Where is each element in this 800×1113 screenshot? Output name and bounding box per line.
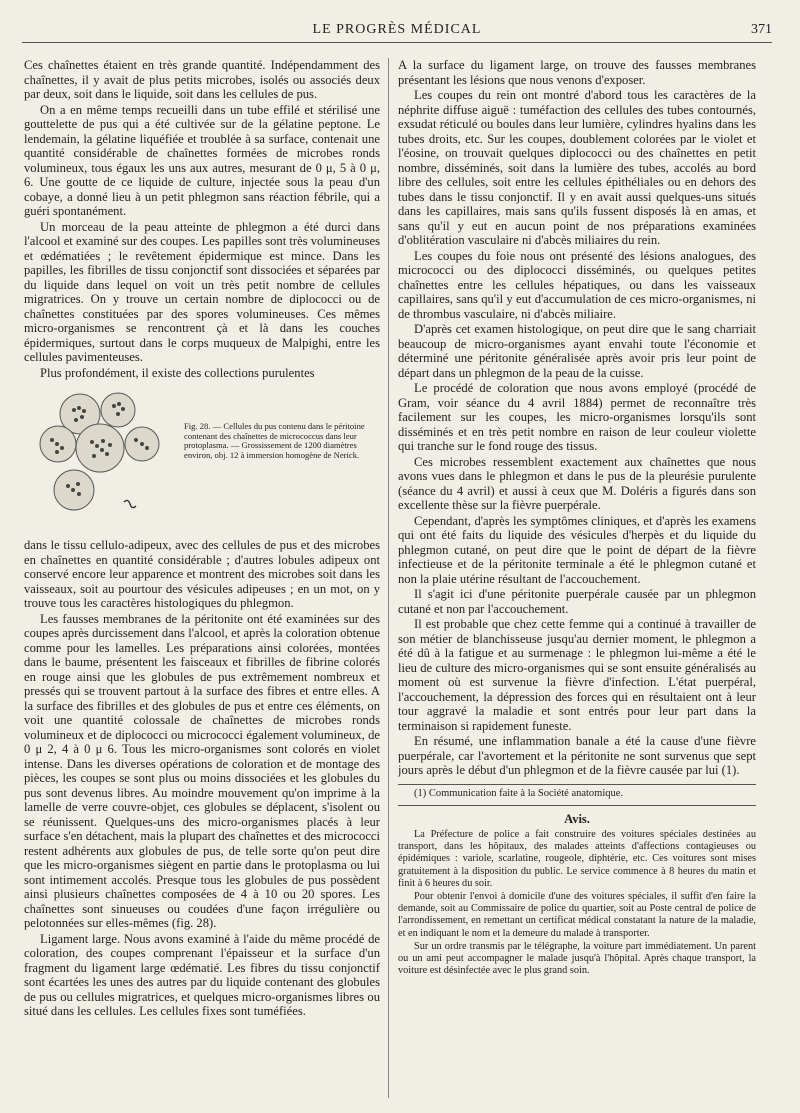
paragraph: Cependant, d'après les symptômes cliniques, et d'après les examens qui ont été faits du liquide des vésicules d'herpès et du liquide du phlegmon cutané, on peut dire que le point de départ de la fièvre infectieuse et de la péritonite terminale a été le phlegmon cutané et non la plaie utérine résultant de l'accouchement.: [398, 513, 756, 586]
paragraph: Les coupes du rein ont montré d'abord tous les caractères de la néphrite diffuse aiguë : tuméfaction des cellules des tubes contournés, exsudat réticulé ou boules dans leur lumière, cylindres hyalins dans les tubes droits, etc. Sur les coupes, doublement colorées par le violet et l'éosine, on trouvait quelques diplococci ou des chaînettes en petit nombre, disséminés, soit dans la lumière des tubes, accolés au bord libre des cellules, soit entre les cellules épithéliales ou en dehors des tubes dans le tissu conjonctif. Il y en avait aussi quelques-uns situés dans les capillaires, mais sans qu'ils fussent disposés là en amas, et sans qu'il y eut en aucun point de nos préparations examinées d'oblitération vasculaire ni d'abcès miliaires du rein.: [398, 88, 756, 247]
paragraph: Ces microbes ressemblent exactement aux chaînettes que nous avons vues dans le phlegmon et dans le pus de la pleurésie purulente (séance du 4 avril) et aussi à ceux que M. Doléris a figurés dans son excellente thèse sur la fièvre puerpérale.: [398, 454, 756, 512]
page-header: [22, 20, 772, 43]
paragraph: Les coupes du foie nous ont présenté des lésions analogues, des micrococci ou des diplococci disséminés, ou quelques petites chaînettes entre les cellules hépatiques, ou dans les vaisseaux capillaires, sans qu'il y eut d'accumulation de ces micro-organismes, ni de thrombus vasculaire, ni d'abcès miliaire.: [398, 248, 756, 321]
paragraph: Les fausses membranes de la péritonite ont été examinées sur des coupes après durcissement dans l'alcool, et après la coloration obtenue comme pour les lamelles. Les préparations ainsi colorées, montées dans le baume, présentent les faisceaux et fibrilles de fibrine colorés en rouge ainsi que les globules de pus extrêmement nombreux et pressés qui se trouvent partout à la surface des fibres et entre elles. A la surface des fibrilles et des globules de pus et entre ces éléments, on voit une quantité colossale de chaînettes de microbes ronds volumineux et de diplococci ou micrococci également volumineux, de 0 μ 2, 4 à 0 μ 6. Tous les micro-organismes sont colorés en violet intense. Dans les diverses opérations de coloration et de montage des pièces, les coupes se sont plus ou moins dissociées et les globules du pus sont devenus libres. Au moindre mouvement qu'on imprime à la lamelle de verre couvre-objet, ces globules se déplacent, s'isolent ou se réunissent. Quelques-uns des micro-organismes placés à leur surface s'en détachent, mais la plupart des chaînettes et des micrococci restent adhérents aux globules de pus, de telle sorte qu'on peut dire que les micro-organismes siègent en partie dans le protoplasma ou lui sont intimement accolés. Presque tous les globules de pus possèdent ainsi plusieurs chaînettes composées de 4 à 10 ou 20 spores. Les chaînettes sont sinueuses ou coudées d'une façon irrégulière ou pelotonnées sur elles-mêmes (fig. 28).: [24, 611, 380, 930]
notice-paragraph: La Préfecture de police a fait construire des voitures spéciales destinées au transport, dans les hôpitaux, des malades atteints d'affections contagieuses ou épidémiques : variole, scarlatine, rougeole, diphtérie, etc. Ces voitures sont mises gratuitement à la disposition du public. Le service commence à 8 heures du matin et finit à 6 heures du soir.: [398, 829, 756, 889]
right-column: [398, 58, 756, 1098]
paragraph: Ces chaînettes étaient en très grande quantité. Indépendamment des chaînettes, il y avait de plus petits microbes, isolés ou associés deux par deux, soit dans le liquide, soit dans les cellules de pus.: [24, 58, 380, 101]
notice-paragraph: Sur un ordre transmis par le télégraphe, la voiture part immédiatement. Un parent ou un ami peut accompagner le malade jusqu'à l'hôpital. Après chaque transport, la voiture est désinfectée avec le plus grand soin.: [398, 940, 756, 977]
left-column: [24, 58, 380, 1098]
paragraph: dans le tissu cellulo-adipeux, avec des cellules de pus et des microbes en chaînettes en quantité considérable ; d'autres lobules adipeux ont conservé encore leur apparence et montrent des microbes soit dans les vaisseaux, soit au pourtour des vésicules adipeuses ; en un mot, on y trouve tous les caractères histologiques du phlegmon.: [24, 538, 380, 610]
page-number: 371: [751, 22, 772, 37]
notice-title: Avis.: [564, 811, 590, 826]
paragraph: Ligament large. Nous avons examiné à l'aide du même procédé de coloration, des coupes comprenant l'épaisseur et la surface d'un fragment du ligament large œdématié. Les fibres du tissu conjonctif sont écartées les unes des autres par du liquide contenant des globules de pus ou cellules migratrices, et quelques micro-organismes libres ou situé dans les cellules. Les cellules fixes sont tuméfiées.: [24, 931, 380, 1018]
figure-caption: Fig. 28. — Cellules du pus contenu dans le péritoine contenant des chaînettes de micrococcus dans leur protoplasma. — Grossissement de 1200 diamètres environ, obj. 12 à immersion homogène de Nerick.: [184, 421, 365, 460]
paragraph: Il est probable que chez cette femme qui a continué à travailler de son métier de blanchisseuse jusqu'au dernier moment, le phlegmon a été dû à la fatigue et au surmenage : le phlegmon lui-même a été le lieu de culture des micro-organismes qui se sont ensuite généralisés au moment où est survenue la fièvre d'infection. L'état puerpéral, l'accouchement, la dépression des forces qui en résultaient ont à leur tour aggravé la maladie et sont entrés pour leur part dans la terminaison si rapidement funeste.: [398, 617, 756, 733]
notice-section: [398, 812, 756, 978]
notice-rule: [398, 805, 756, 806]
paragraph: Un morceau de la peau atteinte de phlegmon a été durci dans l'alcool et examiné sur des coupes. Les papilles sont très volumineuses et œdématiées ; le revêtement épidermique est mince. Dans les papilles, les fibrilles de tissu conjonctif sont dissociées et séparées par du liquide dans lequel on voit un très petit nombre de cellules migratrices. On y trouve un certain nombre de diplococci ou de chaînettes constituées par des spores volumineuses. Ces mêmes micro-organismes se rencontrent çà et là dans les couches épidermiques, surtout dans le corps muqueux de Malpighi, entre les cellules pavimenteuses.: [24, 219, 380, 364]
notice-paragraph: Pour obtenir l'envoi à domicile d'une des voitures spéciales, il suffit d'en faire la demande, soit au Commissaire de police du quartier, soit au Poste central de police de l'arrondissement, en remettant un certificat médical constatant la nature de la maladie, et en indiquant le nom et la demeure du malade à transporter.: [398, 891, 756, 939]
paragraph: En résumé, une inflammation banale a été la cause d'une fièvre puerpérale, car l'avortement et la péritonite ne sont survenus que sept jours après le début d'un phlegmon et de la fièvre causée par lui (1).: [398, 734, 756, 777]
paragraph: Le procédé de coloration que nous avons employé (procédé de Gram, voir séance du 4 avril 1884) permet de reconnaître très facilement sur les coupes, les micro-organismes lorsqu'ils sont disséminés et en très petit nombre en raison de leur couleur violette qui tranche sur le fond rouge des tissus.: [398, 381, 756, 453]
column-divider: [388, 58, 389, 1098]
footnote: (1) Communication faite à la Société anatomique.: [414, 787, 624, 799]
footnote-rule: [398, 784, 756, 785]
running-head: LE PROGRÈS MÉDICAL: [312, 22, 482, 37]
paragraph: A la surface du ligament large, on trouve des fausses membranes présentant les lésions que nous venons d'exposer.: [398, 58, 756, 87]
paragraph: D'après cet examen histologique, on peut dire que le sang charriait beaucoup de micro-organismes ayant envahi toute l'économie et déterminé une péritonite généralisée après avoir pris leur point de départ dans un phlegmon de la peau de la cuisse.: [398, 322, 756, 380]
paragraph: Il s'agit ici d'une péritonite puerpérale causée par un phlegmon cutané et non par l'accouchement.: [398, 587, 756, 616]
paragraph: On a en même temps recueilli dans un tube effilé et stérilisé une gouttelette de pus qui a été cultivée sur de la gélatine peptone. Le lendemain, la gélatine liquéfiée et troublée à sa surface, contenait une quantité considérable de chaînettes formées de microbes ronds volumineux, tous égaux les uns aux autres, mesurant de 0 μ, 5 à 0 μ, 6. Une goutte de ce liquide de culture, injectée sous la peau d'un cobaye, a donné lieu à un petit phlegmon sans réaction fébrile, qui a guéri spontanément.: [24, 102, 380, 218]
figure-28: [24, 384, 380, 532]
paragraph: Plus profondément, il existe des collections purulentes: [40, 365, 315, 380]
pus-cells-illustration: [24, 384, 184, 529]
